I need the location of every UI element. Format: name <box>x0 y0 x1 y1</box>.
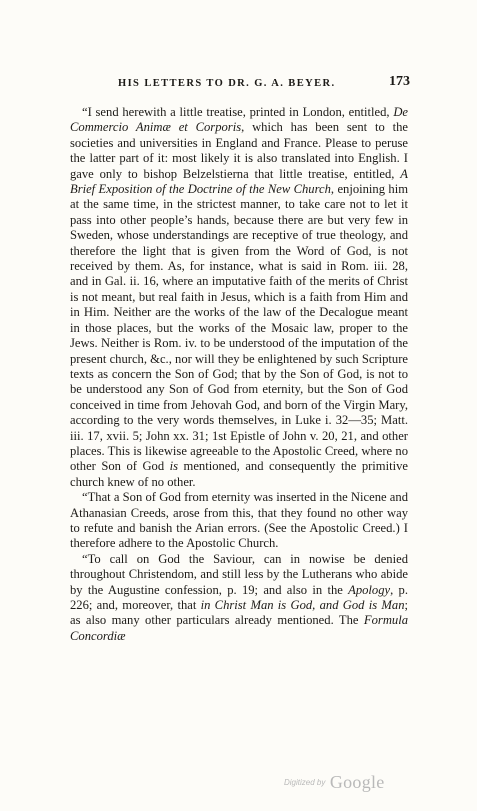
text-run: “To call on God the Saviour, can in nowise be denied throughout Christendom, and still less by the Lutherans who abide by the Augustine confession, p. 19; and also in the <box>70 551 408 597</box>
paragraph-2 <box>70 490 408 552</box>
watermark-brand: Google <box>329 772 385 792</box>
digitized-watermark <box>284 772 385 793</box>
body-text <box>70 105 408 644</box>
italic-text-run: is <box>169 459 179 474</box>
text-run: , p. 226; and, moreover, that <box>70 582 408 612</box>
italic-text-run: Formula Concordiæ <box>70 613 408 643</box>
running-head: HIS LETTERS TO DR. G. A. BEYER. <box>118 78 336 89</box>
text-run: “I send herewith a little treatise, printed in London, entitled, <box>82 105 394 119</box>
watermark-prefix: Digitized by <box>284 778 326 787</box>
italic-text-run: De Commercio Animæ et Corporis <box>70 105 408 135</box>
page-number: 173 <box>389 74 410 89</box>
italic-text-run: Apology <box>348 582 391 597</box>
italic-text-run: A Brief Exposition of the Doctrine of the New Church <box>70 166 408 197</box>
paragraph-1 <box>70 105 408 490</box>
text-run: “That a Son of God from eternity was inserted in the Nicene and Athanasian Creeds, arose from this, that they found no other way to refute and banish the Arian errors. (See the Apostolic Creed.) I therefore adhere to the Apostolic Church. <box>70 490 408 551</box>
text-run: ; as also many other particulars already mentioned. The <box>70 598 408 628</box>
italic-text-run: in Christ Man is God, and God is Man <box>200 598 405 612</box>
text-run: mentioned, and consequently the primitive church knew of no other. <box>70 459 408 489</box>
text-run: , which has been sent to the societies and universities in England and France. Please to peruse the latter part of it: most likely it is also translated into English. I gave only to bishop Belzelstierna that little treatise, entitled, <box>70 120 408 181</box>
paragraph-3 <box>70 552 408 644</box>
text-run: , enjoining him at the same time, in the strictest manner, to take care not to let it pass into other people’s hands, because there are but very few in Sweden, whose understandings are receptive of true theology, and therefore the light that is given from the Word of God, is not received by them. As, for instance, what is said in Rom. iii. 28, and in Gal. ii. 16, where an imputative faith of the merits of Christ is not meant, but real faith in Jesus, which is a faith from Him and in Him. Neither are the works of the law of the Decalogue meant in those places, but the works of the Mosaic law, proper to the Jews. Neither is Rom. iv. to be understood of the imputation of the present church, &c., nor will they be enlightened by such Scripture texts as concern the Son of God; that by the Son of God, is not to be understood any Son of God from eternity, but the Son of God conceived in time from Jehovah God, and born of the Virgin Mary, according to the very words themselves, in Luke i. 32—35; Matt. iii. 17, xvii. 5; John xx. 31; 1st Epistle of John v. 20, 21, and other places. This is likewise agreeable to the Apostolic Creed, where no other Son of God <box>70 182 408 474</box>
